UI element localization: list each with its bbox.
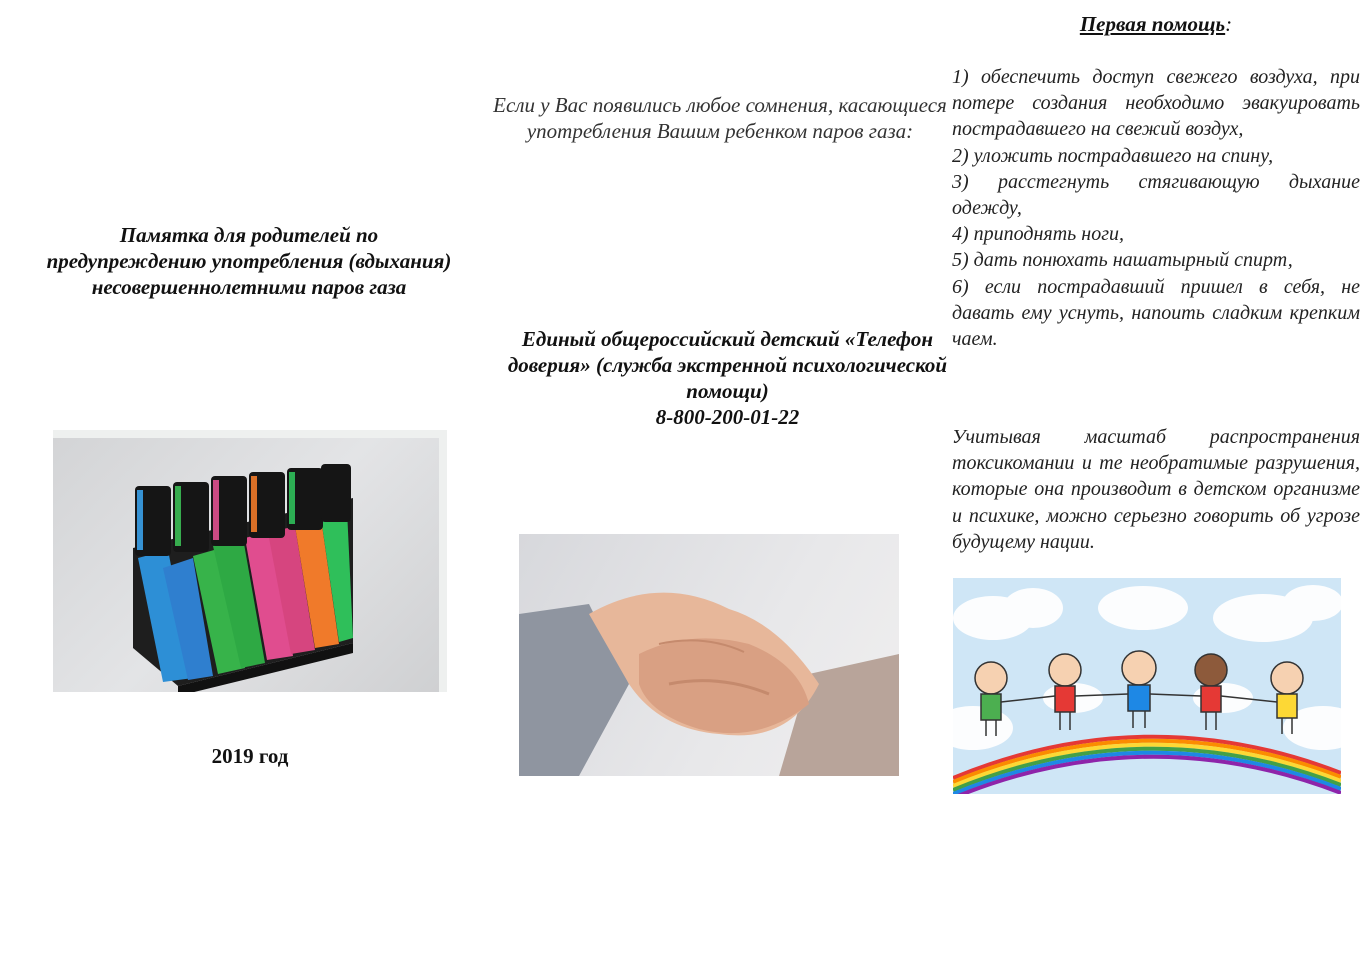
year-label: 2019 год [211,744,289,768]
brochure-title: Памятка для родителей по предупреждению употребления (вдыхания) несовершеннолетними паров газа [46,223,452,299]
doubt-text: Если у Вас появились любое сомнения, касающиеся употребления Вашим ребенком паров газа: [493,93,947,143]
first-aid-step: 2) уложить пострадавшего на спину, [952,144,1274,167]
first-aid-step: 4) приподнять ноги, [952,223,1125,246]
kids-rainbow-drawing [953,578,1341,794]
kids-rainbow-illustration [953,578,1341,794]
first-aid-heading [946,12,1366,37]
closing-paragraph: Учитывая масштаб распространения токсикомании и те необратимые разрушения, которые она производит в детском организме и психике, можно серьезно говорить об угрозе будущему нации. [952,426,1360,553]
middle-panel [470,0,950,966]
first-aid-step: 3) расстегнуть стягивающую дыхание одежду, [952,170,1360,220]
first-aid-colon: : [1225,12,1233,36]
hands-illustration [519,534,899,776]
first-aid-step: 1) обеспечить доступ свежего воздуха, при потере создания необходимо эвакуировать пострадавшего на свежий воздух, [952,66,1360,141]
first-aid-steps [952,64,1360,352]
hotline-description: Единый общероссийский детский «Телефон доверия» (служба экстренной психологической помощи) [507,327,948,403]
holding-hands-photo [519,534,899,776]
first-aid-title: Первая помощь [1079,12,1226,36]
hotline-phone: 8-800-200-01-22 [655,405,800,429]
left-panel [0,0,500,966]
lighters-illustration [53,438,439,692]
right-panel [946,0,1366,966]
hotline-block [490,326,965,430]
first-aid-step: 6) если пострадавший пришел в себя, не давать ему уснуть, напоить сладким крепким чаем. [952,275,1360,351]
first-aid-step: 5) дать понюхать нашатырный спирт, [952,249,1293,272]
lighters-photo [53,430,447,692]
